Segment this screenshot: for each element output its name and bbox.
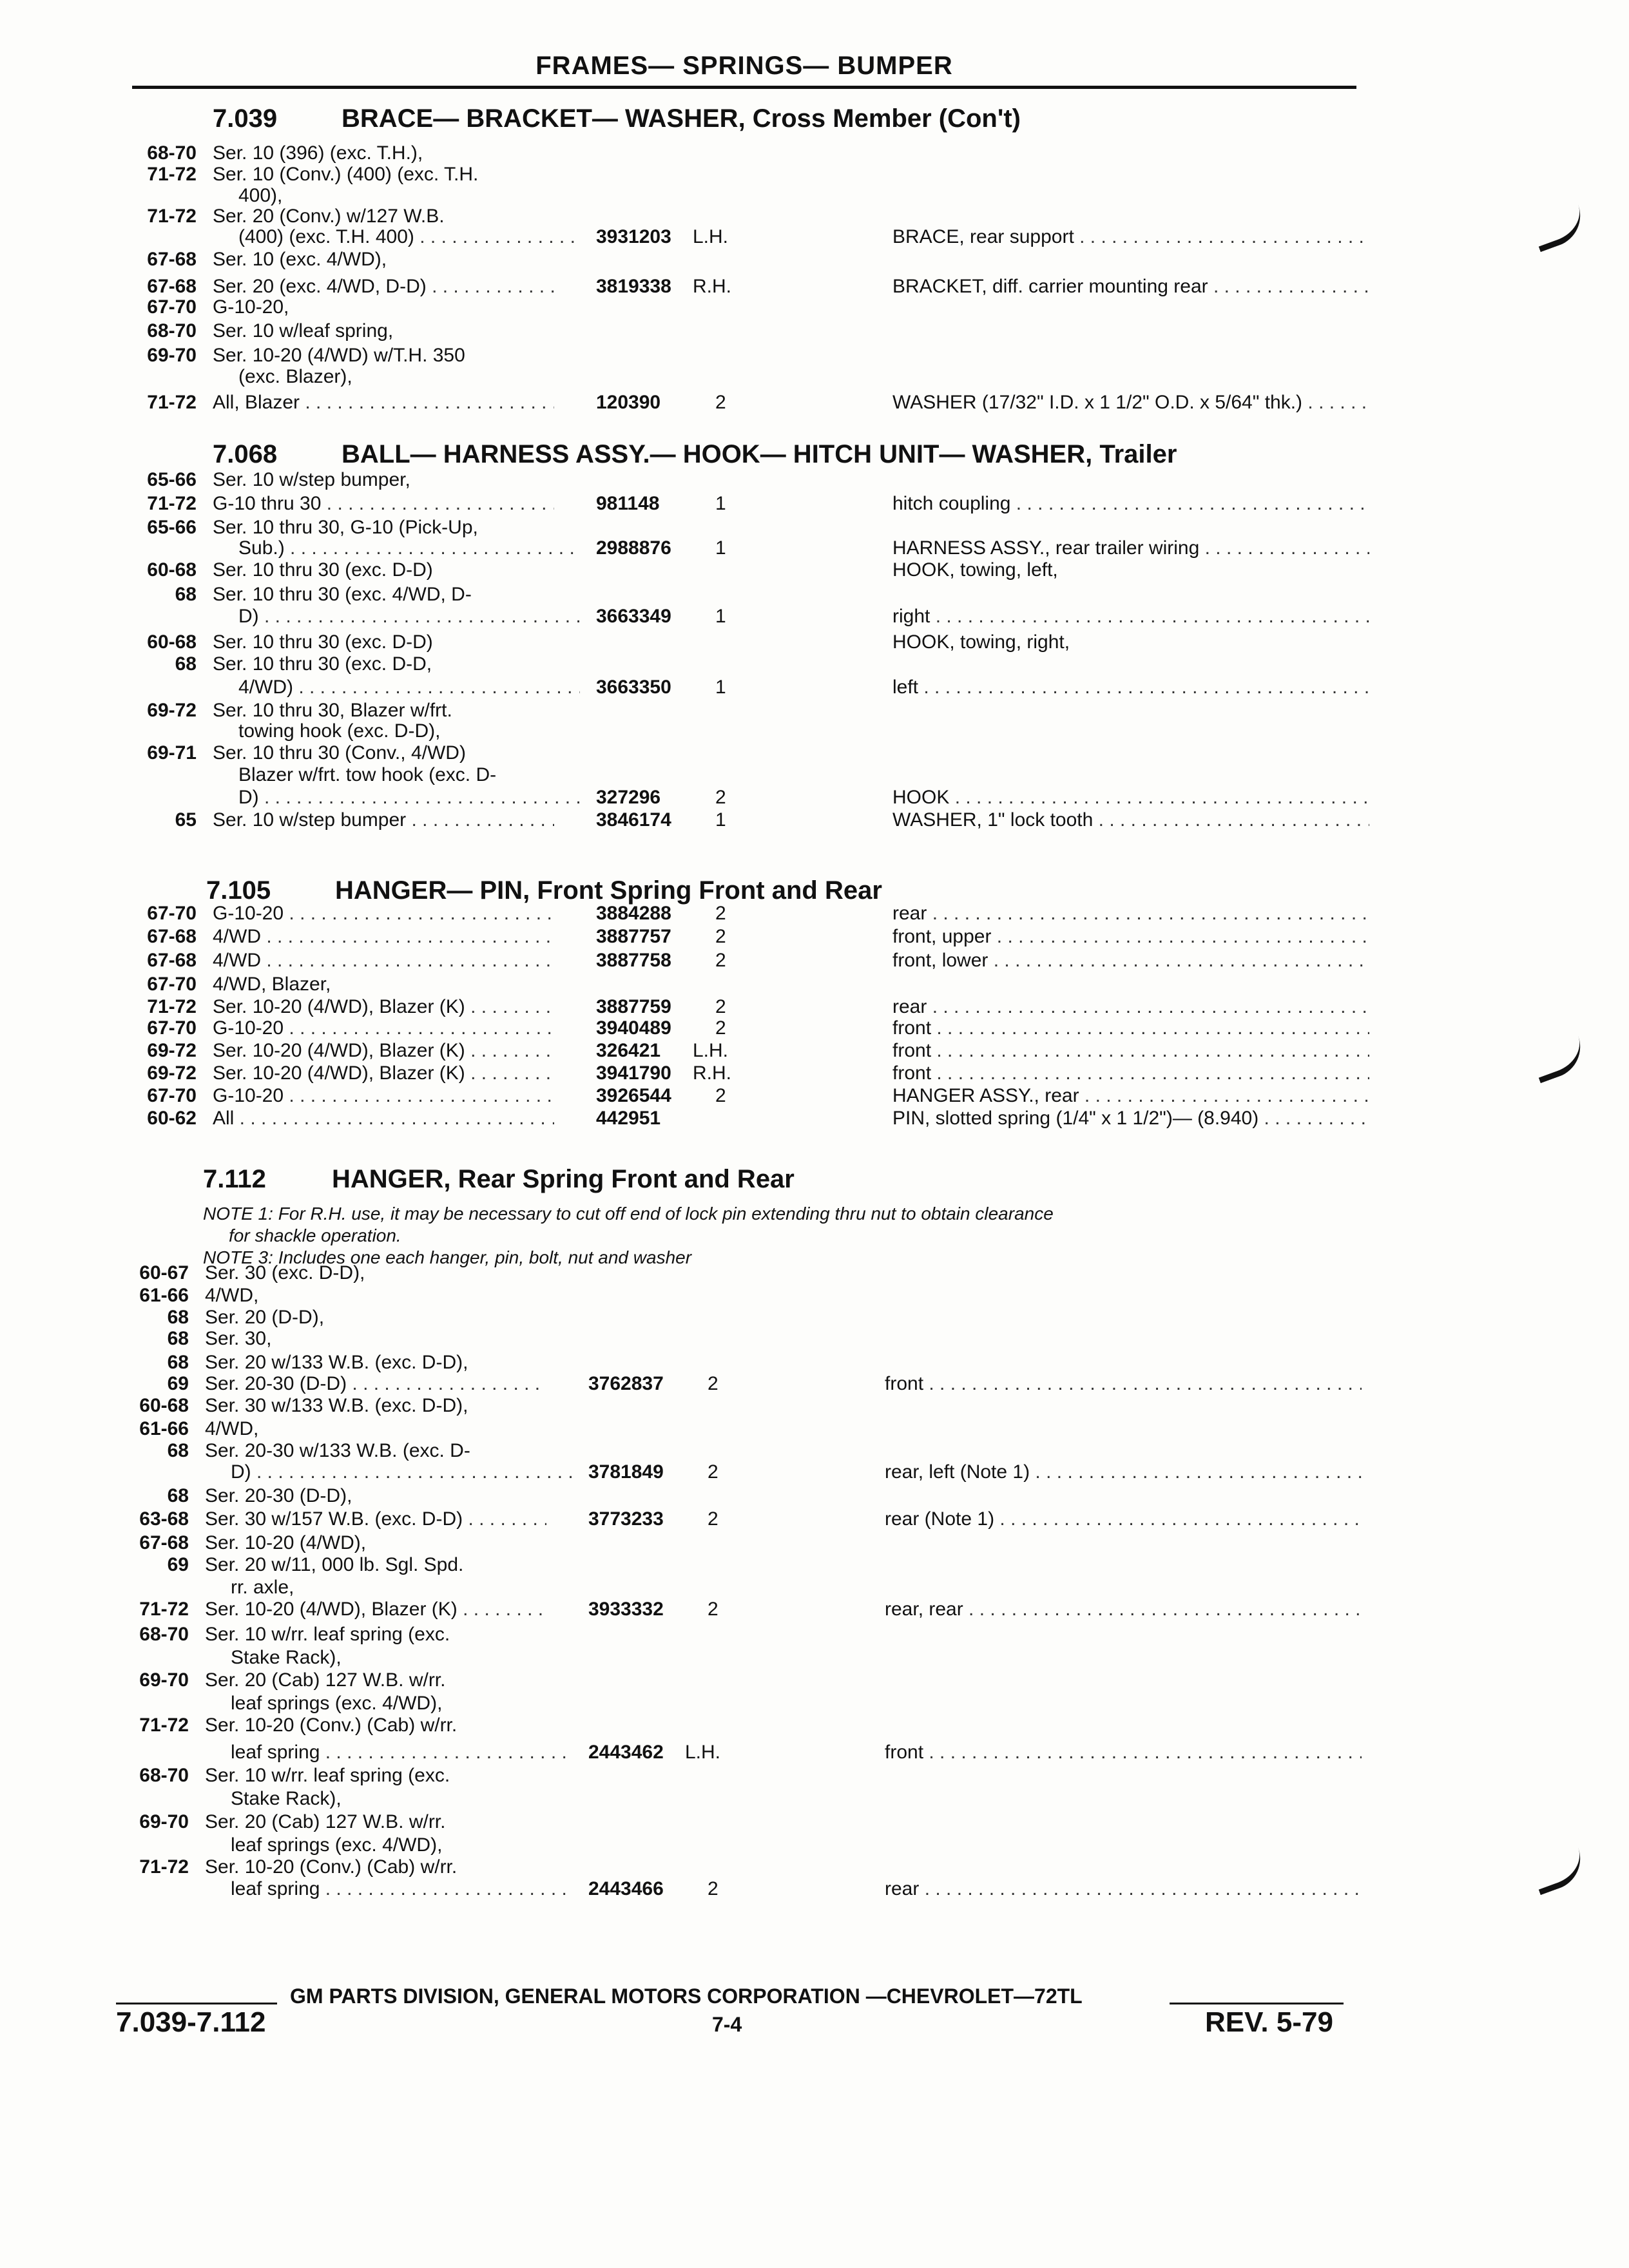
application: G-10-20 . . . — [213, 902, 554, 925]
part-name: WASHER, 1" lock tooth . . . — [892, 809, 1369, 832]
part-number: 3941790 — [596, 1062, 671, 1084]
year-range: 60-68 — [147, 631, 197, 653]
part-number: 3781849 — [588, 1461, 664, 1483]
application: 4/WD . . . — [213, 949, 554, 972]
table-row — [0, 1394, 1629, 1418]
year-range: 65-66 — [147, 517, 197, 538]
footer-rule-right — [1170, 2003, 1344, 2004]
table-row — [0, 1017, 1629, 1040]
part-name: rear, rear . . . — [885, 1598, 1362, 1621]
application: Ser. 10 (396) (exc. T.H.), — [213, 142, 423, 164]
application: (exc. Blazer), — [238, 366, 352, 387]
year-range: 69-72 — [147, 1062, 197, 1084]
part-name: front . . . — [885, 1372, 1362, 1396]
application: Ser. 10 (Conv.) (400) (exc. T.H. — [213, 164, 479, 185]
table-row — [0, 653, 1629, 676]
part-name: front . . . — [892, 1062, 1369, 1085]
part-name: BRACE, rear support . . . — [892, 226, 1369, 249]
year-range: 71-72 — [147, 996, 197, 1017]
year-range: 68-70 — [147, 320, 197, 341]
quantity: 2 — [708, 1508, 718, 1530]
part-name: PIN, slotted spring (1/4" x 1 1/2")— (8.940) . . . — [892, 1107, 1369, 1130]
year-range: 67-70 — [147, 1085, 197, 1106]
part-number: 981148 — [596, 493, 660, 514]
table-row — [0, 1372, 1629, 1396]
table-row — [0, 516, 1629, 539]
table-row — [0, 1532, 1629, 1555]
table-row — [0, 1461, 1629, 1484]
table-row — [0, 184, 1629, 207]
table-row — [0, 492, 1629, 515]
application: Ser. 10-20 (Conv.) (Cab) w/rr. — [205, 1715, 458, 1736]
table-row — [0, 949, 1629, 972]
table-row — [0, 1327, 1629, 1350]
application: 4/WD, — [205, 1418, 259, 1439]
table-row — [0, 1262, 1629, 1285]
part-number: 3933332 — [588, 1599, 664, 1620]
part-name: right . . . — [892, 605, 1369, 628]
part-name: HOOK . . . — [892, 786, 1369, 809]
year-range: 68 — [175, 584, 197, 605]
application: G-10-20 . . . — [213, 1084, 554, 1108]
application: 4/WD, — [205, 1285, 259, 1306]
quantity: 2 — [708, 1878, 718, 1899]
application: Ser. 10 thru 30, Blazer w/frt. — [213, 700, 452, 721]
note-1-cont: for shackle operation. — [229, 1225, 401, 1245]
year-range: 71-72 — [147, 206, 197, 227]
year-range: 69-72 — [147, 700, 197, 721]
table-row — [0, 1553, 1629, 1577]
table-row — [0, 1692, 1629, 1715]
table-row — [0, 226, 1629, 249]
part-number: 120390 — [596, 392, 661, 413]
year-range: 69 — [167, 1554, 189, 1575]
year-range: 60-68 — [147, 559, 197, 581]
section-7-068 — [213, 440, 1177, 469]
section-title: HANGER, Rear Spring Front and Rear — [332, 1165, 795, 1193]
application: Ser. 20 w/133 W.B. (exc. D-D), — [205, 1352, 468, 1373]
table-row — [0, 248, 1629, 271]
application: Blazer w/frt. tow hook (exc. D- — [238, 764, 497, 785]
year-range: 68-70 — [139, 1624, 189, 1645]
application: Ser. 10 thru 30 (Conv., 4/WD) — [213, 742, 466, 764]
year-range: 63-68 — [139, 1508, 189, 1530]
quantity: L.H. — [685, 1742, 721, 1763]
part-number: 3819338 — [596, 276, 671, 297]
section-number: 7.039 — [213, 104, 278, 133]
page-number: 7-4 — [712, 2013, 742, 2036]
table-row — [0, 391, 1629, 414]
quantity: 2 — [715, 1017, 726, 1039]
part-number: 326421 — [596, 1040, 661, 1061]
table-row — [0, 1811, 1629, 1834]
section-title: BALL— HARNESS ASSY.— HOOK— HITCH UNIT— WASHER, Trailer — [342, 440, 1177, 468]
quantity: R.H. — [693, 1062, 731, 1084]
application: 4/WD, Blazer, — [213, 974, 331, 995]
table-row — [0, 344, 1629, 367]
section-7-039 — [213, 104, 1021, 133]
application: towing hook (exc. D-D), — [238, 720, 441, 742]
table-row — [0, 973, 1629, 996]
application: Ser. 10 thru 30 (exc. D-D, — [213, 653, 432, 675]
application: All, Blazer . . . — [213, 391, 554, 414]
application: Ser. 10 thru 30, G-10 (Pick-Up, — [213, 517, 478, 538]
table-row — [0, 1714, 1629, 1737]
part-name: front . . . — [892, 1017, 1369, 1040]
table-row — [0, 320, 1629, 343]
part-name: rear . . . — [885, 1878, 1362, 1901]
table-row — [0, 1764, 1629, 1787]
application: Stake Rack), — [231, 1647, 342, 1668]
year-range: 67-68 — [147, 249, 197, 270]
year-range: 67-68 — [139, 1532, 189, 1553]
table-row — [0, 1646, 1629, 1669]
application: Stake Rack), — [231, 1788, 342, 1809]
application: Ser. 20 (Conv.) w/127 W.B. — [213, 206, 445, 227]
year-range: 69-70 — [147, 345, 197, 366]
year-range: 60-62 — [147, 1108, 197, 1129]
application: G-10-20 . . . — [213, 1017, 554, 1040]
table-row — [0, 1598, 1629, 1621]
table-row — [0, 1107, 1629, 1130]
year-range: 68 — [167, 1485, 189, 1506]
table-row — [0, 1834, 1629, 1857]
part-number: 3887757 — [596, 926, 671, 947]
application: Sub.) . . . — [238, 537, 580, 560]
year-range: 67-70 — [147, 903, 197, 924]
application: Ser. 10-20 (4/WD), — [205, 1532, 367, 1553]
section-7-112 — [203, 1165, 795, 1194]
table-row — [0, 1741, 1629, 1764]
part-name: front . . . — [885, 1741, 1362, 1764]
part-name: rear, left (Note 1) . . . — [885, 1461, 1362, 1484]
part-number: 3887758 — [596, 950, 671, 971]
table-row — [0, 1508, 1629, 1531]
application: Ser. 10-20 (Conv.) (Cab) w/rr. — [205, 1856, 458, 1878]
year-range: 67-70 — [147, 974, 197, 995]
year-range: 71-72 — [147, 493, 197, 514]
application: Ser. 20-30 w/133 W.B. (exc. D- — [205, 1440, 470, 1461]
part-number: 3884288 — [596, 903, 671, 924]
part-number: 3940489 — [596, 1017, 671, 1039]
year-range: 65 — [175, 809, 197, 831]
application: Ser. 10-20 (4/WD), Blazer (K) . . . — [213, 1062, 554, 1085]
application: Ser. 20 (Cab) 127 W.B. w/rr. — [205, 1811, 446, 1832]
part-name: HOOK, towing, left, — [892, 559, 1058, 581]
section-7-105 — [206, 876, 882, 905]
part-number: 3931203 — [596, 226, 671, 247]
table-row — [0, 468, 1629, 492]
part-name: rear . . . — [892, 902, 1369, 925]
table-row — [0, 786, 1629, 809]
table-row — [0, 163, 1629, 186]
year-range: 67-70 — [147, 296, 197, 318]
year-range: 68 — [175, 653, 197, 675]
part-name: rear (Note 1) . . . — [885, 1508, 1362, 1531]
part-number: 3773233 — [588, 1508, 664, 1530]
year-range: 68 — [167, 1440, 189, 1461]
quantity: L.H. — [693, 1040, 729, 1061]
quantity: 2 — [708, 1373, 718, 1394]
application: Ser. 10 thru 30 (exc. D-D) — [213, 631, 433, 653]
year-range: 67-70 — [147, 1017, 197, 1039]
part-number: 3887759 — [596, 996, 671, 1017]
application: Ser. 10-20 (4/WD), Blazer (K) . . . — [213, 995, 554, 1019]
application: Ser. 10 w/step bumper . . . — [213, 809, 554, 832]
part-name: hitch coupling . . . — [892, 492, 1369, 515]
table-row — [0, 1062, 1629, 1085]
table-row — [0, 365, 1629, 389]
quantity: 1 — [715, 677, 726, 698]
year-range: 67-68 — [147, 276, 197, 297]
header-rule — [132, 86, 1356, 89]
application: 4/WD) . . . — [238, 676, 580, 699]
application: Ser. 10 w/rr. leaf spring (exc. — [205, 1765, 450, 1786]
application: Ser. 10 thru 30 (exc. D-D) — [213, 559, 433, 581]
year-range: 71-72 — [139, 1715, 189, 1736]
application: Ser. 30 w/157 W.B. (exc. D-D) . . . — [205, 1508, 546, 1531]
table-row — [0, 1084, 1629, 1108]
application: leaf spring . . . — [231, 1741, 572, 1764]
table-row — [0, 925, 1629, 948]
table-row — [0, 1039, 1629, 1062]
section-number: 7.068 — [213, 440, 278, 468]
quantity: R.H. — [693, 276, 731, 297]
year-range: 69-72 — [147, 1040, 197, 1061]
application: Ser. 20-30 (D-D), — [205, 1485, 352, 1506]
part-number: 3926544 — [596, 1085, 671, 1106]
year-range: 67-68 — [147, 950, 197, 971]
application: 4/WD . . . — [213, 925, 554, 948]
table-row — [0, 676, 1629, 699]
year-range: 69 — [167, 1373, 189, 1394]
table-row — [0, 1485, 1629, 1508]
quantity: 1 — [715, 809, 726, 831]
part-name: BRACKET, diff. carrier mounting rear . . . — [892, 275, 1369, 298]
quantity: 2 — [708, 1599, 718, 1620]
year-range: 69-70 — [139, 1669, 189, 1691]
section-title: HANGER— PIN, Front Spring Front and Rear — [335, 876, 882, 905]
application: Ser. 10 thru 30 (exc. 4/WD, D- — [213, 584, 472, 605]
year-range: 65-66 — [147, 469, 197, 490]
table-row — [0, 1878, 1629, 1901]
table-row — [0, 1623, 1629, 1646]
application: All . . . — [213, 1107, 554, 1130]
quantity: 1 — [715, 493, 726, 514]
part-name: HOOK, towing, right, — [892, 631, 1070, 653]
application: 400), — [238, 185, 283, 206]
application: G-10 thru 30 . . . — [213, 492, 554, 515]
note-1: NOTE 1: For R.H. use, it may be necessary to cut off end of lock pin extending thru nut to obtain clearance — [203, 1204, 1054, 1224]
year-range: 69-70 — [139, 1811, 189, 1832]
application: Ser. 10-20 (4/WD), Blazer (K) . . . — [213, 1039, 554, 1062]
quantity: 1 — [715, 606, 726, 627]
year-range: 68-70 — [147, 142, 197, 164]
year-range: 68 — [167, 1328, 189, 1349]
table-row — [0, 902, 1629, 925]
application: Ser. 10-20 (4/WD) w/T.H. 350 — [213, 345, 465, 366]
footer-publisher: GM PARTS DIVISION, GENERAL MOTORS CORPORATION —CHEVROLET—72TL — [290, 1984, 1083, 2008]
part-name: front . . . — [892, 1039, 1369, 1062]
year-range: 71-72 — [139, 1599, 189, 1620]
application: Ser. 30 (exc. D-D), — [205, 1262, 365, 1283]
year-range: 71-72 — [147, 392, 197, 413]
quantity: 1 — [715, 537, 726, 559]
part-number: 2443466 — [588, 1878, 664, 1899]
application: Ser. 20 w/11, 000 lb. Sgl. Spd. — [205, 1554, 464, 1575]
table-row — [0, 1351, 1629, 1374]
section-number: 7.112 — [203, 1165, 266, 1193]
application: Ser. 10 w/rr. leaf spring (exc. — [205, 1624, 450, 1645]
part-number: 2443462 — [588, 1742, 664, 1763]
part-name: left . . . — [892, 676, 1369, 699]
application: leaf springs (exc. 4/WD), — [231, 1693, 443, 1714]
application: Ser. 30, — [205, 1328, 272, 1349]
footer-section-range: 7.039-7.112 — [116, 2006, 266, 2038]
footer-rule-left — [116, 2003, 277, 2004]
part-name: HARNESS ASSY., rear trailer wiring . . . — [892, 537, 1369, 560]
table-row — [0, 1284, 1629, 1307]
table-row — [0, 809, 1629, 832]
application: Ser. 20-30 (D-D) . . . — [205, 1372, 546, 1396]
part-number: 3762837 — [588, 1373, 664, 1394]
table-row — [0, 1856, 1629, 1879]
application: Ser. 20 (D-D), — [205, 1307, 325, 1328]
quantity: 2 — [715, 996, 726, 1017]
year-range: 61-66 — [139, 1285, 189, 1306]
year-range: 61-66 — [139, 1418, 189, 1439]
part-number: 442951 — [596, 1108, 661, 1129]
table-row — [0, 742, 1629, 765]
quantity: 2 — [715, 787, 726, 808]
application: leaf springs (exc. 4/WD), — [231, 1834, 443, 1856]
application: D) . . . — [238, 605, 580, 628]
part-number: 2988876 — [596, 537, 671, 559]
year-range: 68 — [167, 1307, 189, 1328]
part-number: 3663349 — [596, 606, 671, 627]
application: Ser. 30 w/133 W.B. (exc. D-D), — [205, 1395, 468, 1416]
quantity: 2 — [708, 1461, 718, 1483]
table-row — [0, 1439, 1629, 1463]
year-range: 68-70 — [139, 1765, 189, 1786]
table-row — [0, 275, 1629, 298]
table-row — [0, 1418, 1629, 1441]
application: Ser. 10 w/step bumper, — [213, 469, 410, 490]
part-number: 327296 — [596, 787, 661, 808]
part-name: WASHER (17/32" I.D. x 1 1/2" O.D. x 5/64" thk.) . . . — [892, 391, 1369, 414]
table-row — [0, 720, 1629, 743]
table-row — [0, 583, 1629, 606]
year-range: 69-71 — [147, 742, 197, 764]
table-row — [0, 605, 1629, 628]
part-number: 3846174 — [596, 809, 671, 831]
quantity: 2 — [715, 1085, 726, 1106]
section-title: BRACE— BRACKET— WASHER, Cross Member (Con't) — [342, 104, 1021, 133]
part-name: front, upper . . . — [892, 925, 1369, 948]
table-row — [0, 995, 1629, 1019]
section-number: 7.105 — [206, 876, 271, 905]
part-name: front, lower . . . — [892, 949, 1369, 972]
application: Ser. 10 w/leaf spring, — [213, 320, 394, 341]
note-3: NOTE 3: Includes one each hanger, pin, bolt, nut and washer — [203, 1247, 692, 1267]
application: Ser. 20 (Cab) 127 W.B. w/rr. — [205, 1669, 446, 1691]
quantity: 2 — [715, 926, 726, 947]
application: G-10-20, — [213, 296, 289, 318]
part-number: 3663350 — [596, 677, 671, 698]
table-row — [0, 1576, 1629, 1599]
year-range: 68 — [167, 1352, 189, 1373]
revision-label: REV. 5-79 — [1205, 2006, 1333, 2038]
part-name: rear . . . — [892, 995, 1369, 1019]
table-row — [0, 142, 1629, 165]
year-range: 67-68 — [147, 926, 197, 947]
quantity: L.H. — [693, 226, 729, 247]
year-range: 71-72 — [139, 1856, 189, 1878]
table-row — [0, 1787, 1629, 1811]
year-range: 71-72 — [147, 164, 197, 185]
application: (400) (exc. T.H. 400) . . . — [238, 226, 580, 249]
table-row — [0, 631, 1629, 654]
table-row — [0, 1669, 1629, 1692]
application: Ser. 20 (exc. 4/WD, D-D) . . . — [213, 275, 554, 298]
application: Ser. 10 (exc. 4/WD), — [213, 249, 387, 270]
table-row — [0, 205, 1629, 228]
quantity: 2 — [715, 392, 726, 413]
table-row — [0, 699, 1629, 722]
table-row — [0, 764, 1629, 787]
year-range: 60-68 — [139, 1395, 189, 1416]
table-row — [0, 1306, 1629, 1329]
table-row — [0, 559, 1629, 582]
quantity: 2 — [715, 950, 726, 971]
year-range: 60-67 — [139, 1262, 189, 1283]
quantity: 2 — [715, 903, 726, 924]
part-name: HANGER ASSY., rear . . . — [892, 1084, 1369, 1108]
table-row — [0, 296, 1629, 319]
table-row — [0, 537, 1629, 560]
application: leaf spring . . . — [231, 1878, 572, 1901]
page-title: FRAMES— SPRINGS— BUMPER — [535, 52, 953, 80]
application: rr. axle, — [231, 1577, 294, 1598]
application: D) . . . — [231, 1461, 572, 1484]
application: D) . . . — [238, 786, 580, 809]
application: Ser. 10-20 (4/WD), Blazer (K) . . . — [205, 1598, 546, 1621]
